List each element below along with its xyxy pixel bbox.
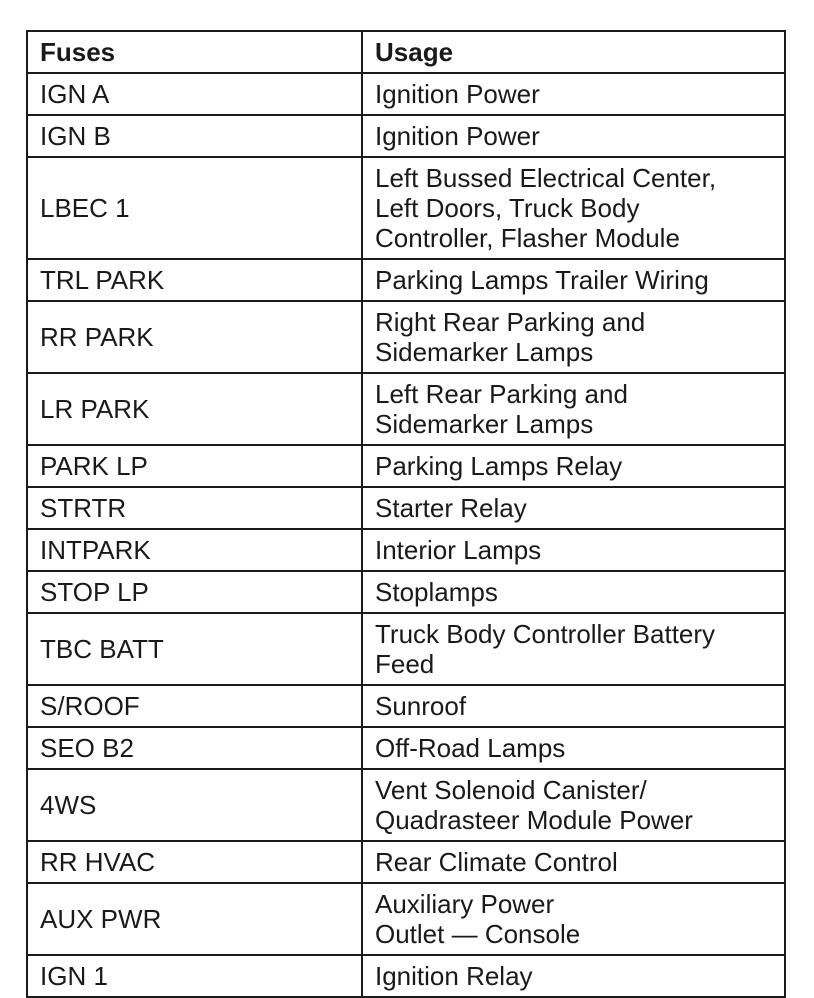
table-row <box>27 487 785 529</box>
fuse-name-cell: TBC BATT <box>27 613 362 685</box>
fuse-name-cell: IGN A <box>27 73 362 115</box>
fuse-name-cell: PARK LP <box>27 445 362 487</box>
fuse-usage-cell: Vent Solenoid Canister/ Quadrasteer Module Power <box>362 769 785 841</box>
fuse-name-cell: IGN B <box>27 115 362 157</box>
fuse-usage-cell: Stoplamps <box>362 571 785 613</box>
header-usage: Usage <box>362 31 785 73</box>
fuse-usage-table <box>26 30 786 998</box>
fuse-usage-cell: Rear Climate Control <box>362 841 785 883</box>
fuse-usage-cell: Ignition Power <box>362 73 785 115</box>
fuse-usage-cell: Parking Lamps Relay <box>362 445 785 487</box>
fuse-name-cell: INTPARK <box>27 529 362 571</box>
table-row <box>27 769 785 841</box>
fuse-usage-cell: Starter Relay <box>362 487 785 529</box>
table-row <box>27 445 785 487</box>
fuse-name-cell: IGN 1 <box>27 955 362 997</box>
fuse-name-cell: AUX PWR <box>27 883 362 955</box>
fuse-name-cell: LBEC 1 <box>27 157 362 259</box>
fuse-usage-cell: Right Rear Parking and Sidemarker Lamps <box>362 301 785 373</box>
fuse-name-cell: STRTR <box>27 487 362 529</box>
fuse-usage-cell: Parking Lamps Trailer Wiring <box>362 259 785 301</box>
table-row <box>27 955 785 997</box>
fuse-usage-cell: Left Rear Parking and Sidemarker Lamps <box>362 373 785 445</box>
fuse-usage-cell: Off-Road Lamps <box>362 727 785 769</box>
fuse-name-cell: RR HVAC <box>27 841 362 883</box>
header-fuses: Fuses <box>27 31 362 73</box>
table-body <box>27 73 785 997</box>
table-row <box>27 571 785 613</box>
table-header-row <box>27 31 785 73</box>
table-row <box>27 883 785 955</box>
fuse-usage-cell: Left Bussed Electrical Center, Left Doors, Truck Body Controller, Flasher Module <box>362 157 785 259</box>
fuse-name-cell: TRL PARK <box>27 259 362 301</box>
table-row <box>27 301 785 373</box>
fuse-name-cell: S/ROOF <box>27 685 362 727</box>
fuse-usage-cell: Auxiliary Power Outlet — Console <box>362 883 785 955</box>
fuse-usage-cell: Interior Lamps <box>362 529 785 571</box>
fuse-usage-cell: Ignition Relay <box>362 955 785 997</box>
fuse-name-cell: 4WS <box>27 769 362 841</box>
table-row <box>27 841 785 883</box>
fuse-usage-cell: Ignition Power <box>362 115 785 157</box>
fuse-usage-cell: Truck Body Controller Battery Feed <box>362 613 785 685</box>
fuse-name-cell: LR PARK <box>27 373 362 445</box>
table-row <box>27 259 785 301</box>
table-row <box>27 73 785 115</box>
table-row <box>27 727 785 769</box>
table-row <box>27 529 785 571</box>
fuse-usage-cell: Sunroof <box>362 685 785 727</box>
fuse-name-cell: SEO B2 <box>27 727 362 769</box>
table-row <box>27 613 785 685</box>
table-row <box>27 157 785 259</box>
table-row <box>27 685 785 727</box>
table-row <box>27 115 785 157</box>
table-row <box>27 373 785 445</box>
fuse-name-cell: STOP LP <box>27 571 362 613</box>
fuse-name-cell: RR PARK <box>27 301 362 373</box>
